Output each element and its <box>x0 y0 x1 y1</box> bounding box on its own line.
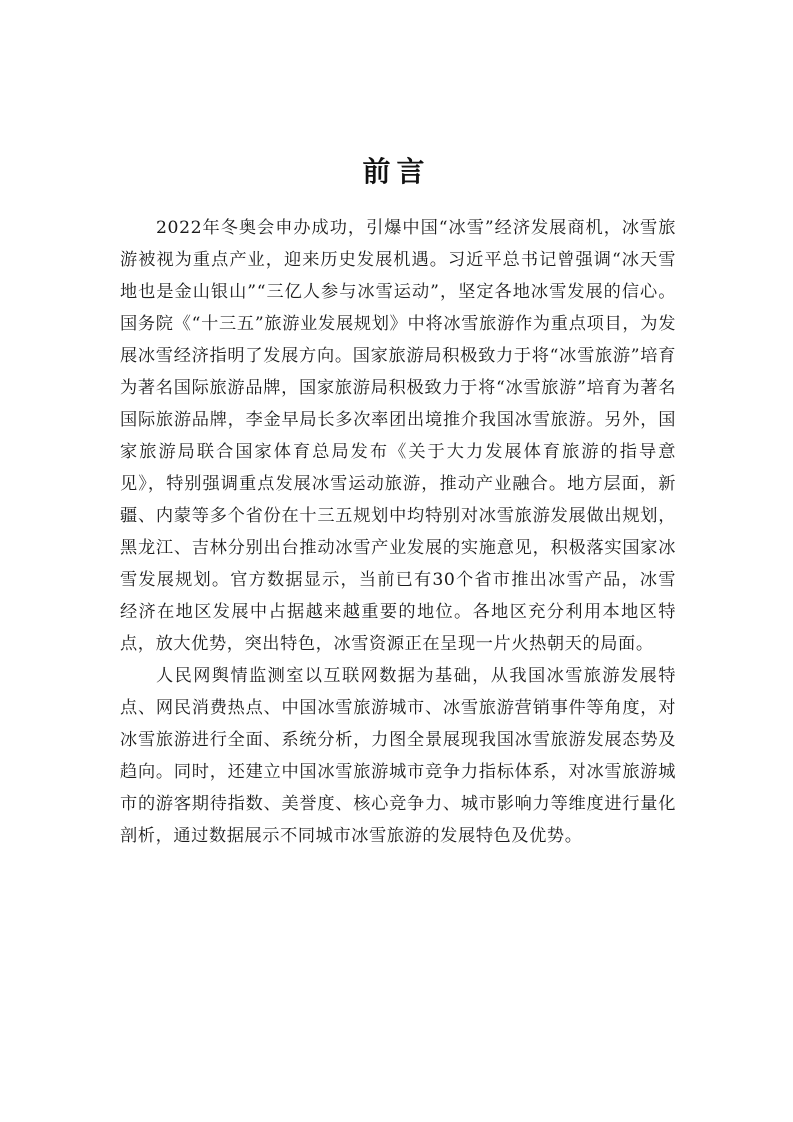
paragraph-intro: 2022年冬奥会申办成功，引爆中国“冰雪”经济发展商机，冰雪旅游被视为重点产业，迎来历史发展机遇。习近平总书记曾强调“冰天雪地也是金山银山”“三亿人参与冰雪运动”，坚定各地冰雪发展的信心。国务院《“十三五”旅游业发展规划》中将冰雪旅游作为重点项目，为发展冰雪经济指明了发展方向。国家旅游局积极致力于将“冰雪旅游”培育为著名国际旅游品牌，国家旅游局积极致力于将“冰雪旅游”培育为著名国际旅游品牌，李金早局长多次率团出境推介我国冰雪旅游。另外，国家旅游局联合国家体育总局发布《关于大力发展体育旅游的指导意见》，特别强调重点发展冰雪运动旅游，推动产业融合。地方层面，新疆、内蒙等多个省份在十三五规划中均特别对冰雪旅游发展做出规划，黑龙江、吉林分别出台推动冰雪产业发展的实施意见，积极落实国家冰雪发展规划。官方数据显示，当前已有30个省市推出冰雪产品，冰雪经济在地区发展中占据越来越重要的地位。各地区充分利用本地区特点，放大优势，突出特色，冰雪资源正在呈现一片火热朝天的局面。 <box>120 218 676 654</box>
paragraph-methodology: 人民网舆情监测室以互联网数据为基础，从我国冰雪旅游发展特点、网民消费热点、中国冰雪旅游城市、冰雪旅游营销事件等角度，对冰雪旅游进行全面、系统分析，力图全景展现我国冰雪旅游发展态势及趋向。同时，还建立中国冰雪旅游城市竞争力指标体系，对冰雪旅游城市的游客期待指数、美誉度、核心竞争力、城市影响力等维度进行量化剖析，通过数据展示不同城市冰雪旅游的发展特色及优势。 <box>120 666 676 846</box>
document-body <box>120 212 676 852</box>
page-title: 前言 <box>362 155 431 188</box>
